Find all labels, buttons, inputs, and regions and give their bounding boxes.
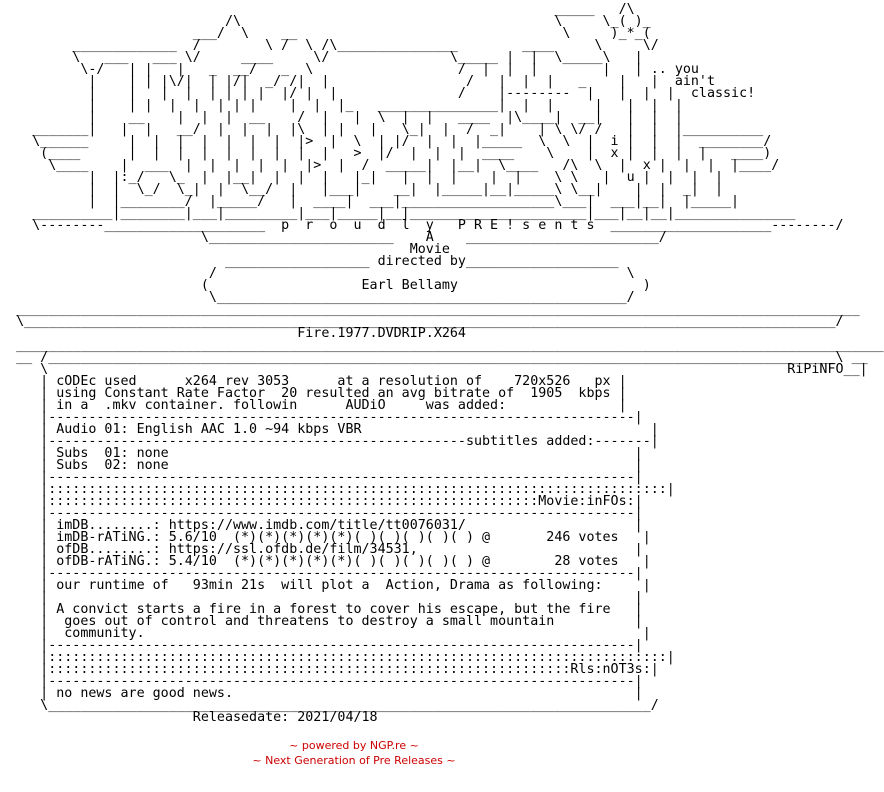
nfo-line: |-------------------------------------------------------------------------| <box>0 674 643 689</box>
nfo-line: | imDB........: https://www.imdb.com/title/tt0076031/ | <box>0 518 643 533</box>
nfo-line: | cODEc used x264 rev 3053 at a resolution of 720x526 px | <box>0 374 627 389</box>
nfo-line: | Audio 01: English AAC 1.0 ~94 kbps VBR | <box>0 422 659 437</box>
nfo-line: |:::::::::::::::::::::::::::::::::::::::::::::::::::::::::::::::::::::::::::::| <box>0 650 675 665</box>
nfo-line: |:::::::::::::::::::::::::::::::::::::::::::::::::::::::::::::::::::::::::::::| <box>0 482 675 497</box>
nfo-line: __ /__________________________________________________________________________________________________\ __ <box>0 350 868 365</box>
nfo-line: |-------------------------------------------------------------------------| <box>0 506 643 521</box>
nfo-line: |-------------------------------------------------------------------------| <box>0 410 643 425</box>
powered-by-text[interactable]: ~ powered by NGP.re ~ <box>289 739 419 752</box>
nfo-line: _________________________________________________________________________________________________________ <box>0 302 860 317</box>
nfo-line: | goes out of control and threatens to destroy a small mountain | <box>0 614 643 629</box>
credits <box>0 738 708 768</box>
nfo-line: | |:_/ \_ | |__| | | | |_| | | | | | \ \ | u | | | | <box>0 170 724 185</box>
nfo-line: /\ \ \_( )_ <box>0 14 651 29</box>
nfo-line: __________________ directed by___________________ <box>0 254 619 269</box>
powered-by-link[interactable] <box>0 738 708 753</box>
nfo-line: _____ /\ <box>0 2 643 17</box>
nfo-line: \ ___ ___ \/ ____ \/ \_____ | | \_____\ | <box>0 50 643 65</box>
nfo-line: | Subs 02: none | <box>0 458 643 473</box>
nfo-line: | Subs 01: none | <box>0 446 643 461</box>
nfo-line: | no news are good news. | <box>0 686 643 701</box>
nfo-line: ( Earl Bellamy ) <box>0 278 651 293</box>
nfo-line: | __ | | | __ / | | \ | | ____ |\____| __| | | | <box>0 110 683 125</box>
nfo-line: Releasedate: 2021/04/18 <box>0 710 378 725</box>
nfo-line: __________|________|___|_________|___|_____|__|______________________|___|__|__|_______________ <box>0 206 796 221</box>
nfo-line: | our runtime of 93min 21s will plot a Action, Drama as following: | <box>0 578 651 593</box>
nfo-line: \--------____________________ p r o u d l y P R E ! s e n t s ____________________--------/ <box>0 218 844 233</box>
nfo-line: \_____________________________________________________________________________________________________/ <box>0 314 844 329</box>
nfo-line: / \ <box>0 266 635 281</box>
nfo-line: |:::::::::::::::::::::::::::::::::::::::::::::::::::::::::::::::::Rls:nOT3s:| <box>0 662 659 677</box>
nfo-line: | | | | | | | | | | |_ _______________| | | | | | | <box>0 98 683 113</box>
tagline-link[interactable] <box>0 753 708 768</box>
nfo-line: |:::::::::::::::::::::::::::::::::::::::::::::::::::::::::::::Movie:inFOs:| <box>0 494 643 509</box>
nfo-line: _______| | | __/ | | | |\ | | | \_| | / _| | \ \/ / | | |__________ <box>0 122 764 137</box>
nfo-line: | | | | | | | | |/ | | / |-------- | | | | classic! <box>0 86 756 101</box>
nfo-line: ___/ \ __ \ )_*_( <box>0 26 651 41</box>
nfo-line: | |________/ |_____/ | ____| ___|___________________\___| ___|__| |_____| <box>0 194 740 209</box>
nfo-line: | | <box>0 590 643 605</box>
nfo-line: | community. | <box>0 626 651 641</box>
nfo-line: Movie <box>0 242 450 257</box>
nfo-line: Fire.1977.DVDRIP.X264 <box>0 326 466 341</box>
nfo-line: |-------------------------------------------------------------------------| <box>0 566 643 581</box>
nfo-line: | A convict starts a fire in a forest to cover his escape, but the fire | <box>0 602 643 617</box>
nfo-line: |-------------------------------------------------------------------------| <box>0 470 643 485</box>
nfo-text <box>0 4 884 724</box>
nfo-line: | imDB-rATiNG.: 5.6/10 (*)(*)(*)(*)(*)( )( )( )( )( ) @ 246 votes | <box>0 530 651 545</box>
nfo-line: \______ | | | | | | | |> | \ | |/ | | |_____ \ \ | i | | | ________/ <box>0 134 772 149</box>
nfo-line: | | | |\/| | |/| _/ /| | / | | | _ | | ain't <box>0 74 715 89</box>
nfo-line: \ RiPiNFO__| <box>0 362 868 377</box>
nfo-line: (____ | | | | | | | | | > |/ | | | ____ \ | x | | | | ____) <box>0 146 772 161</box>
nfo-line: _____________ / \ / \ /\_______________ ____ \ \/ <box>0 38 667 53</box>
nfo-line: | | \_/ \_| | \__/ | |___| __| |_____|__|_____\ \__| | | _| | <box>0 182 724 197</box>
nfo-line: |-------------------------------------------------------------------------| <box>0 638 643 653</box>
nfo-line: | ofDB-rATiNG.: 5.4/10 (*)(*)(*)(*)(*)( )( )( )( )( ) @ 28 votes | <box>0 554 651 569</box>
nfo-line: | ofDB........: https://ssl.ofdb.de/film/34531, | <box>0 542 643 557</box>
tagline-text[interactable]: ~ Next Generation of Pre Releases ~ <box>252 754 456 767</box>
nfo-line: \___________________________________________________________________________/ <box>0 698 659 713</box>
nfo-line: \-/ | | | _ __/ _ \ / | | | | | .. you <box>0 62 699 77</box>
nfo-line: \____ | ___ | | | | | |> | / _____| |__| \____ /\ \ | x | | | |____/ <box>0 158 780 173</box>
nfo-line: \___________________________________________________/ <box>0 290 635 305</box>
nfo-line: ____________________________________________________________________________________________________________ <box>0 338 884 353</box>
nfo-line: | in a .mkv container. followin AUDiO was added: | <box>0 398 627 413</box>
nfo-line: | using Constant Rate Factor 20 resulted an avg bitrate of 1905 kbps | <box>0 386 627 401</box>
nfo-line: \_______________________ A ________________________/ <box>0 230 667 245</box>
nfo-line: |----------------------------------------------------subtitles added:-------| <box>0 434 659 449</box>
